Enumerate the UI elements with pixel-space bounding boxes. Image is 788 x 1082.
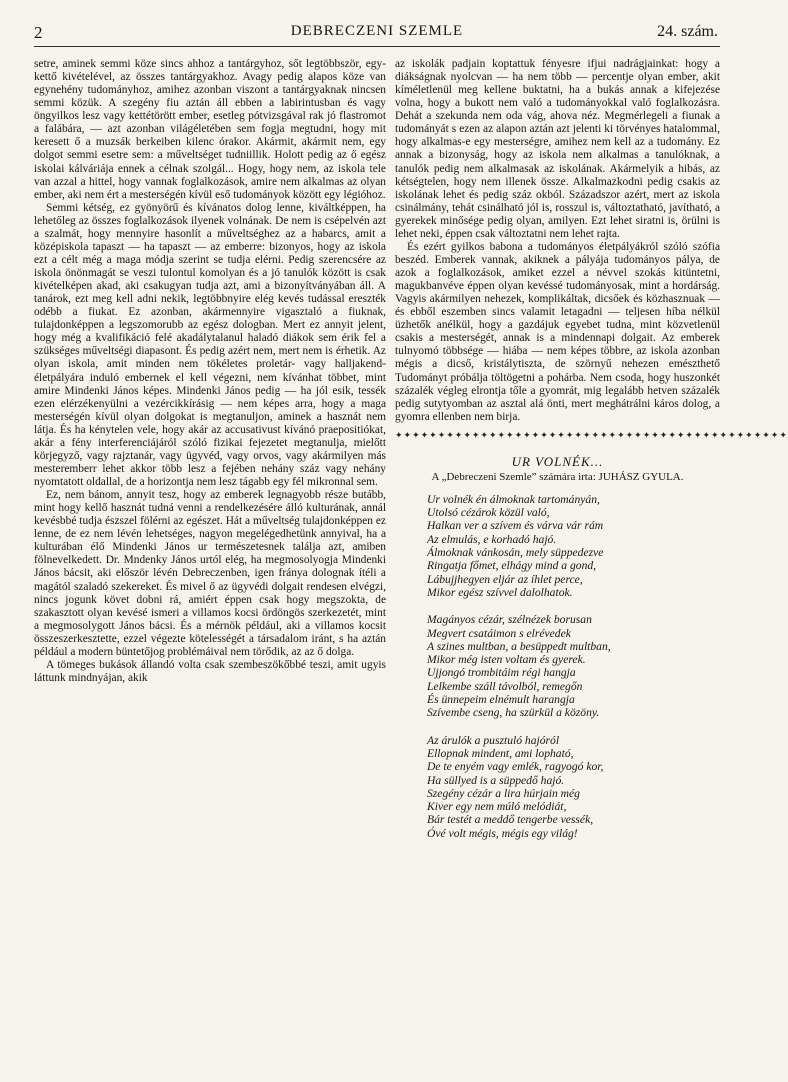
poem-line: És ünnepeim elnémult harangja xyxy=(427,693,575,707)
poem-line: Kiver egy nem múló melódiát, xyxy=(427,800,567,814)
poem-line: Magányos cézár, szélnézek borusan xyxy=(427,613,592,627)
left-column xyxy=(34,58,386,685)
poem-subtitle: A „Debreczeni Szemle” számára irta: JUHÁSZ GYULA. xyxy=(431,470,684,483)
poem-line: Ur volnék én álmoknak tartományán, xyxy=(427,492,600,506)
poem-line: Szegény cézár a lira húrjain még xyxy=(427,786,580,800)
paragraph: Ez, nem bánom, annyit tesz, hogy az emberek legnagyobb része butább, mint hogy kellő hasznát tudná venni a rendelkezésére álló kulturának, annál kevésbbé tudja észszel fölérni az egészet. Hát a műveltség tulajdonképpen ez lenne, de ez nem lévén lehetséges, nagyon megelégedhetünk annyival, ha a kulturában élő Mindenki János ur természetesnek találja azt, amiben fölnevelkedett. Dr. Mndenky János urtól elég, ha megmosolyogja Mindenki János bácsit, aki először lévén Debreczenben, igen fránya dolognak ítéli a magától szaladó szekereket. És mivel ő az ügyvédi dolgait rendesen elvégzi, nincs jogunk követ dobni rá, amiért éppen csak hogy megszokta, de szakasztott olyan kevésé ismeri a villamos kocsi ördöngös szerkezetét, mint a megmosolygott János bácsi. És a mérnök például, aki a villamos kocsit összeszerkesztette, ezzel végezte kötelességét a társadalom iránt, s ha aztán például a modern büntetőjog problémáival nem törődik, az az ő dolga. xyxy=(34,489,386,658)
poem-line: Álmoknak vánkosán, mely süppedezve xyxy=(427,546,604,560)
page-number: 2 xyxy=(34,23,43,42)
paragraph: Semmi kétség, ez gyönyörű és kívánatos dolog lenne, kiváltképpen, ha lehetőleg az összes foglalkozások ilyenek volnának. De nem is csépelvén azt a szalmát, hogy mennyire hasonlít a műveltséghez az a habarcs, amit a középiskola tapaszt — ha tapaszt — az emberre: bizonyos, hogy az iskola ezt a célt még a maga módja szerint se tudja elérni. Pedig szerencsére az iskola önönmagát se veszi tulontul komolyan és a jó tanulók között is csak kivételképen akad, aki csakugyan tudja azt, ami a bizonyítványában áll. A tanárok, ezt meg kell adni nekik, legtöbbnyire elég kevés tudással ereszték odébb a fiukat. Ez azonban, akármennyire vigasztaló a fiuknak, tulajdonképpen a legszomorubb az egész dologban. Mert ez annyit jelent, hogy még a kvalifikáció felé akadálytalanul haladó diákok sem érik fel a szükséges műveltségi diapasont. És pedig azért nem, mert nem is érhetik. Az olyan iskola, amit minden nem tökéletes proletár- vagy halljakend-életpályára induló embernek el kell végezni, nem kívánhat többet, mint amire Mindenki János képes. Mindenki János pedig — ha jól esik, tessék ezen elérzékenyülni a vezércikkírásig — nem képes arra, hogy a maga mesterségén kívül olyan dolgokat is megtanuljon, aminek a hasznát nem látja. És ha kénytelen vele, hogy akár az accusativust kívánó praepositiókat, akár a fény interferenciájáról szóló fizikai fejezetet megtanulja, mielőtt körjegyző, vagy rajztanár, vagy ügyvéd, vagy orvos, vagy akármilyen más mesteremberr lehet akkor több lesz a fejében nehány száz vagy nehány nyomtatott oldallal, de a horizontja nem lesz tágabb egy fél mikronnal sem. xyxy=(34,201,386,488)
poem-line: Szívembe cseng, ha szürkül a közöny. xyxy=(427,706,600,720)
ornament-separator: ✦✦✦✦✦✦✦✦✦✦✦✦✦✦✦✦✦✦✦✦✦✦✦✦✦✦✦✦✦✦✦✦✦✦✦✦✦✦✦✦✦✦✦✦✦✦ xyxy=(395,429,788,440)
poem-line: Ringatja főmet, elhágy mind a gond, xyxy=(427,559,597,573)
poem-line: A szines multban, a besüppedt multban, xyxy=(427,639,611,653)
poem-line: Utolsó cézárok közül való, xyxy=(427,506,550,520)
poem-stanza xyxy=(395,493,720,599)
poem-line: Az árulók a pusztuló hajóról xyxy=(427,733,560,747)
poem-stanza xyxy=(395,734,720,840)
issue-number: 24. szám. xyxy=(657,23,718,40)
poem-line: Mikor egész szívvel dalolhatok. xyxy=(427,585,573,599)
poem-stanza xyxy=(395,613,720,719)
poem-title: UR VOLNÉK... xyxy=(511,453,604,469)
poem-line: Lábujjhegyen eljár az íhlet perce, xyxy=(427,572,583,586)
paragraph: A tömeges bukások állandó volta csak szembeszökőbbé teszi, amit ugyis láttunk mindnyájan, akik xyxy=(34,658,386,684)
poem-line: Az elmulás, e korhadó hajó. xyxy=(427,532,557,546)
paragraph: setre, aminek semmi köze sincs ahhoz a tantárgyhoz, sőt legtöbbször, egy-kettő kivételével, az összes tantárgyakhoz. Avagy pedig alapos köze van egynehény tudományhoz, amihez azonban viszont a tantárgyaknak nincsen semmi közük. A szegény fiu aztán áll ebben a labirintusban és vagy öngyilkos lesz vagy kettétörött ember, esetleg pótvizsgával rak jó flastromot a falábára, — azt azonban világéletében sem fogja megtudni, hogy mit keresett ő a muzsák berkeiben kilenc órakor. Akármit, akármit nem, egy dolgot semmi esetre sem: a műveltséget tudniillik. Holott pedig az ő egész iskolai kálváriája ennek a célnak szolgál... Hogy, hogy nem, az iskola tele van azzal a hittel, hogy vannak foglalkozások, amire nem alkalmas az olyan ember, aki nem ért a mesterségén kívül eső tudományok között egy légióhoz. xyxy=(34,58,386,201)
paragraph: az iskolák padjain koptattuk fényesre ifjui nadrágjainkat: hogy a diákságnak nyolcvan — ha nem több — percentje olyan ember, akit kíméletlenül meg kellene buktatni, ha a bukás annak a kifejezése volna, hogy a bukott nem való a tudományokkal való foglalkozásra. Dehát a szekunda nem oda vág, ahova néz. Megmérlegeli a fiunak a tudományát s ezen az alapon aztán azt jelenti ki törvényes hatalommal, hogy alkalmas-e egy mesterségre, amihez nem kell az a tudomány. Ez annak a bizonyság, hogy az iskola nem alkalmas a tanulóknak, a tanulók pedig nem alkalmasak az iskolának. Akármelyik a hibás, az kétségtelen, hogy nem illenek össze. Alkalmazkodni pedig csakis az iskolának lehet és pedig száz okból. Századszor azért, mert az iskola csinálmány, tehát csinálható jól is, rosszul is, változtatható, javítható, a gyerekek minősége pedig olyan, amilyen. Ezt lehet siratni is, örülni is lehet neki, éppen csak változtatni nem lehet rajta. xyxy=(395,58,720,240)
poem-line: Óvé volt mégis, mégis egy világ! xyxy=(427,826,578,840)
poem-line: Megvert csatáimon s elrévedek xyxy=(427,626,571,640)
paragraph: És ezért gyilkos babona a tudományos életpályákról szóló szófia beszéd. Emberek vannak, akiknek a pályája tudományos pálya, de azok a foglalkozások, amiket ezzel a névvel szokás kitüntetni, magukbanvéve éppen olyan kevéssé tudományosak, mint a hordárság. Vagyis akármilyen nehezek, komplikáltak, dicsőek és közhasznuak — és ebből eszemben sincs valamit letagadni — teljesen híba nélkül üzhetők anélkül, hogy a gazdájuk egyebet tudna, mint közvetlenül csakis a mesterségét, annak is a mindennapi dolgait. Az emberek tulnyomó többsége — hiába — nem képes többre, az iskola azonban mégis a dicső, kristálytiszta, de szörnyű nehezen emészthető Tudományt próbálja töltögetni a pohárba. Nem csoda, hogy huszonkét százalék végleg elrontja tőle a gyomrát, mig legalább hetven százalék pedig sutytyomban az asztal alá önti, mert meghátrálni káros dolog, a gyomra ellenben nem birja. xyxy=(395,240,720,423)
poem-line: Ha süllyed is a süppedő hajó. xyxy=(427,773,565,787)
page-header xyxy=(34,22,720,47)
poem-line: Lelkembe száll távolból, remegőn xyxy=(427,679,583,693)
poem-line: Ujjongó trombitáim régi hangja xyxy=(427,666,576,680)
poem-line: Mikor még isten voltam és gyerek. xyxy=(427,653,586,667)
poem-line: Halkan ver a szívem és várva vár rám xyxy=(427,519,604,533)
poem-line: Ellopnak mindent, ami lopható, xyxy=(427,746,574,760)
right-column xyxy=(395,58,788,840)
journal-title: DEBRECZENI SZEMLE xyxy=(290,23,464,39)
poem-line: Bár testét a meddő tengerbe vessék, xyxy=(427,813,594,827)
poem-line: De te enyém vagy emlék, ragyogó kor, xyxy=(427,760,604,774)
